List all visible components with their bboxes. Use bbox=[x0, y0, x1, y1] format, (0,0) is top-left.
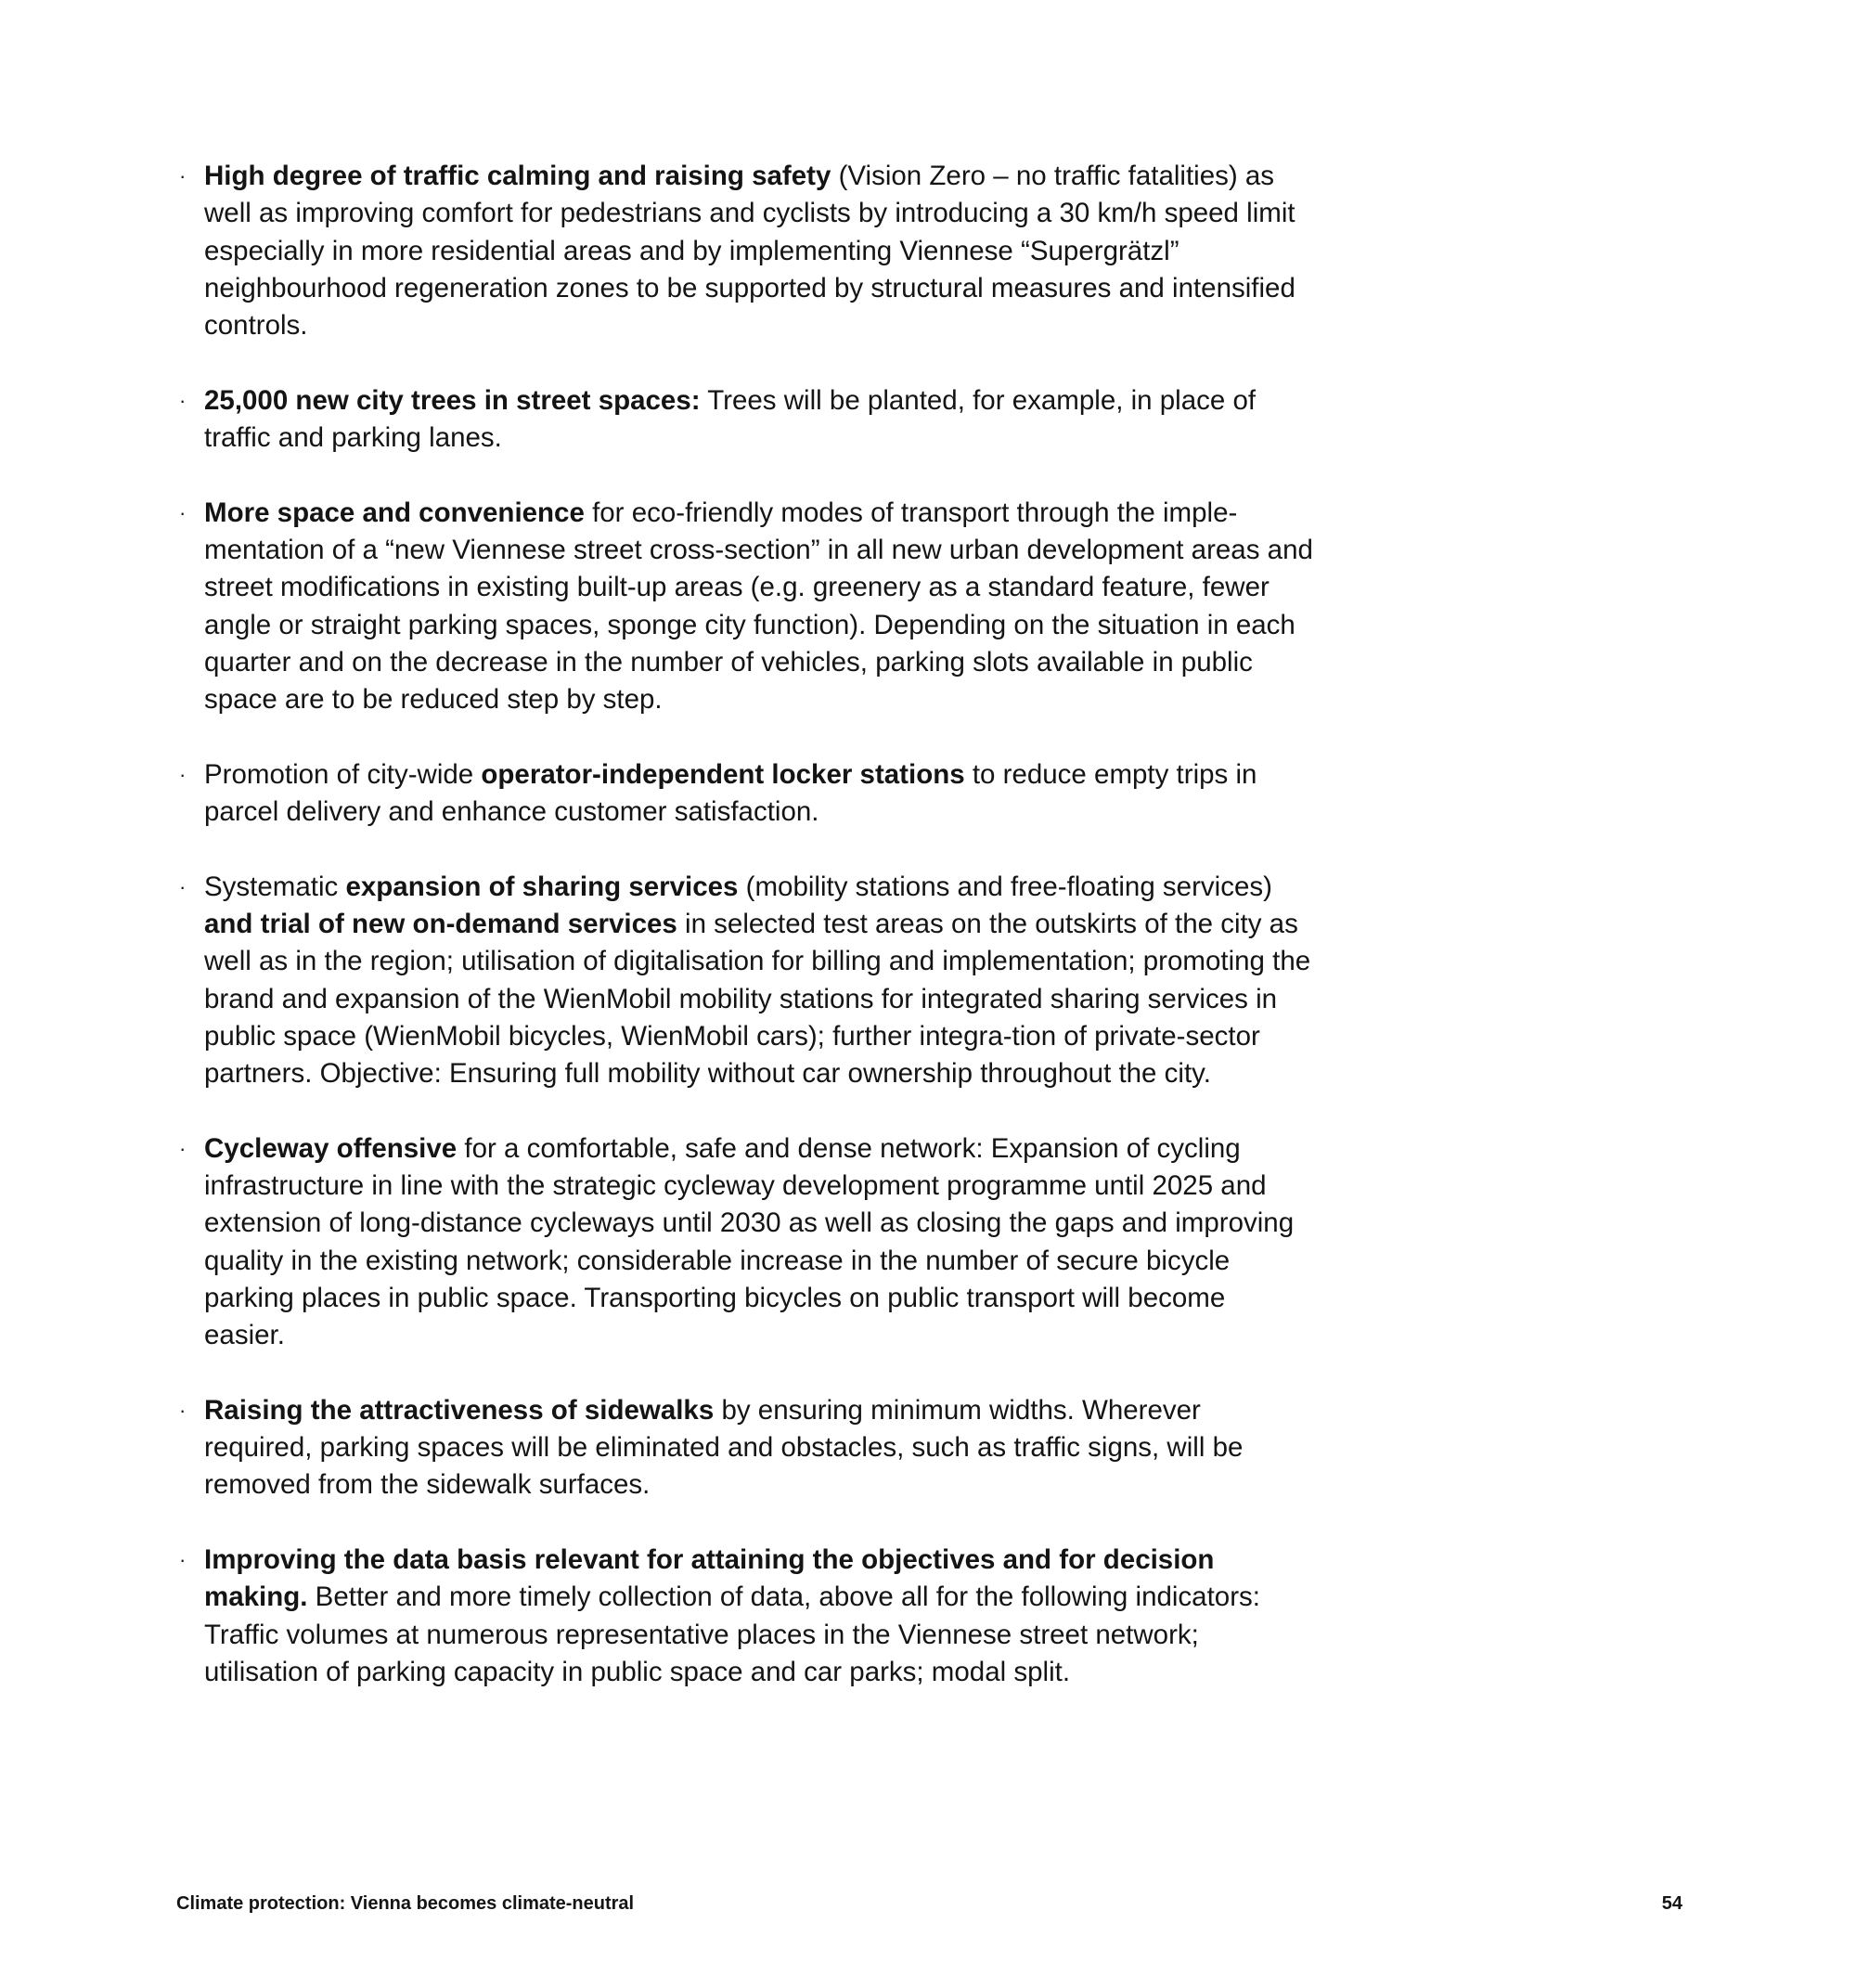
bullet-point-icon: · bbox=[179, 500, 187, 524]
item-heading: expansion of sharing services bbox=[345, 871, 739, 902]
list-item-data-basis bbox=[176, 1542, 1313, 1691]
bullet-point-icon: · bbox=[179, 388, 187, 412]
item-text: in selected test areas on the outskirts of the city as well as in the region; utilisation of digitalisation for billing and implementation; promoting the brand and expansion of the WienMobil mobility stations for integrated sharing services in public space (WienMobil bicycles, WienMobil cars); further integra-tion of private-sector partners. Objective: Ensuring full mobility without car ownership throughout the city. bbox=[204, 908, 1311, 1090]
item-text: for eco-friendly modes of transport through the imple-mentation of a “new Viennese street cross-section” in all new urban development areas and street modifications in existing built-up areas (e.g. greenery as a standard feature, fewer angle or straight parking spaces, sponge city function). Depending on the situation in each quarter and on the decrease in the number of vehicles, parking slots available in public space are to be reduced step by step. bbox=[204, 497, 1313, 716]
list-item-sidewalks bbox=[176, 1392, 1313, 1504]
item-text: (Vision Zero – no traffic fatalities) as well as improving comfort for pedestrians and cyclists by introducing a 30 km/h speed limit especially in more residential areas and by implementing Viennese “Supergrätzl” neighbourhood regeneration zones to be supported by structural measures and intensified controls. bbox=[204, 161, 1295, 342]
item-text: by ensuring minimum widths. Wherever required, parking spaces will be eliminated and obstacles, such as traffic signs, will be removed from the sidewalk surfaces. bbox=[204, 1394, 1244, 1501]
bullet-point-icon: · bbox=[179, 164, 187, 187]
bullet-point-icon: · bbox=[179, 762, 187, 786]
bullet-point-icon: · bbox=[179, 1547, 187, 1571]
page-number: 54 bbox=[1661, 1893, 1682, 1914]
item-heading: 25,000 new city trees in street spaces: bbox=[204, 384, 701, 416]
item-heading: More space and convenience bbox=[204, 497, 585, 528]
list-item-traffic-calming bbox=[176, 158, 1313, 344]
footer-title: Climate protection: Vienna becomes climate-neutral bbox=[176, 1893, 635, 1914]
item-text: Trees will be planted, for example, in place of traffic and parking lanes. bbox=[204, 384, 1257, 454]
list-item-cycleway-offensive bbox=[176, 1130, 1313, 1355]
item-text: for a comfortable, safe and dense network: Expansion of cycling infrastructure in line with the strategic cycleway development programme until 2025 and extension of long-distance cycleways until 2030 as well as closing the gaps and improving quality in the existing network; considerable increase in the number of secure bicycle parking places in public space. Transporting bicycles on public transport will become easier. bbox=[204, 1132, 1295, 1351]
item-heading: operator-independent locker stations bbox=[481, 758, 965, 790]
list-item-locker-stations bbox=[176, 756, 1313, 832]
item-text: Better and more timely collection of data, above all for the following indicators: Traffic volumes at numerous representative places in the Viennese street network; utilisation of parking capacity in public space and car parks; modal split. bbox=[204, 1581, 1260, 1687]
bullet-point-icon: · bbox=[179, 1136, 187, 1160]
bullet-point-icon: · bbox=[179, 874, 187, 898]
main-content bbox=[176, 158, 1313, 1728]
list-item-space-convenience bbox=[176, 495, 1313, 719]
item-heading-secondary: and trial of new on-demand services bbox=[204, 908, 677, 939]
item-text: to reduce empty trips in parcel delivery and enhance customer satisfaction. bbox=[204, 758, 1257, 828]
bullet-point-icon: · bbox=[179, 1398, 187, 1422]
item-heading: High degree of traffic calming and raising safety bbox=[204, 161, 831, 191]
item-text-before: Systematic bbox=[204, 871, 346, 902]
item-text-before: Promotion of city-wide bbox=[204, 758, 482, 790]
item-heading: Raising the attractiveness of sidewalks bbox=[204, 1394, 715, 1426]
item-heading: Improving the data basis relevant for attaining the objectives and for decision making. bbox=[204, 1543, 1215, 1613]
item-heading: Cycleway offensive bbox=[204, 1132, 458, 1164]
item-text-mid: (mobility stations and free-floating services) bbox=[738, 871, 1272, 902]
measures-list bbox=[176, 158, 1313, 1691]
list-item-city-trees bbox=[176, 382, 1313, 458]
list-item-sharing-services bbox=[176, 869, 1313, 1093]
